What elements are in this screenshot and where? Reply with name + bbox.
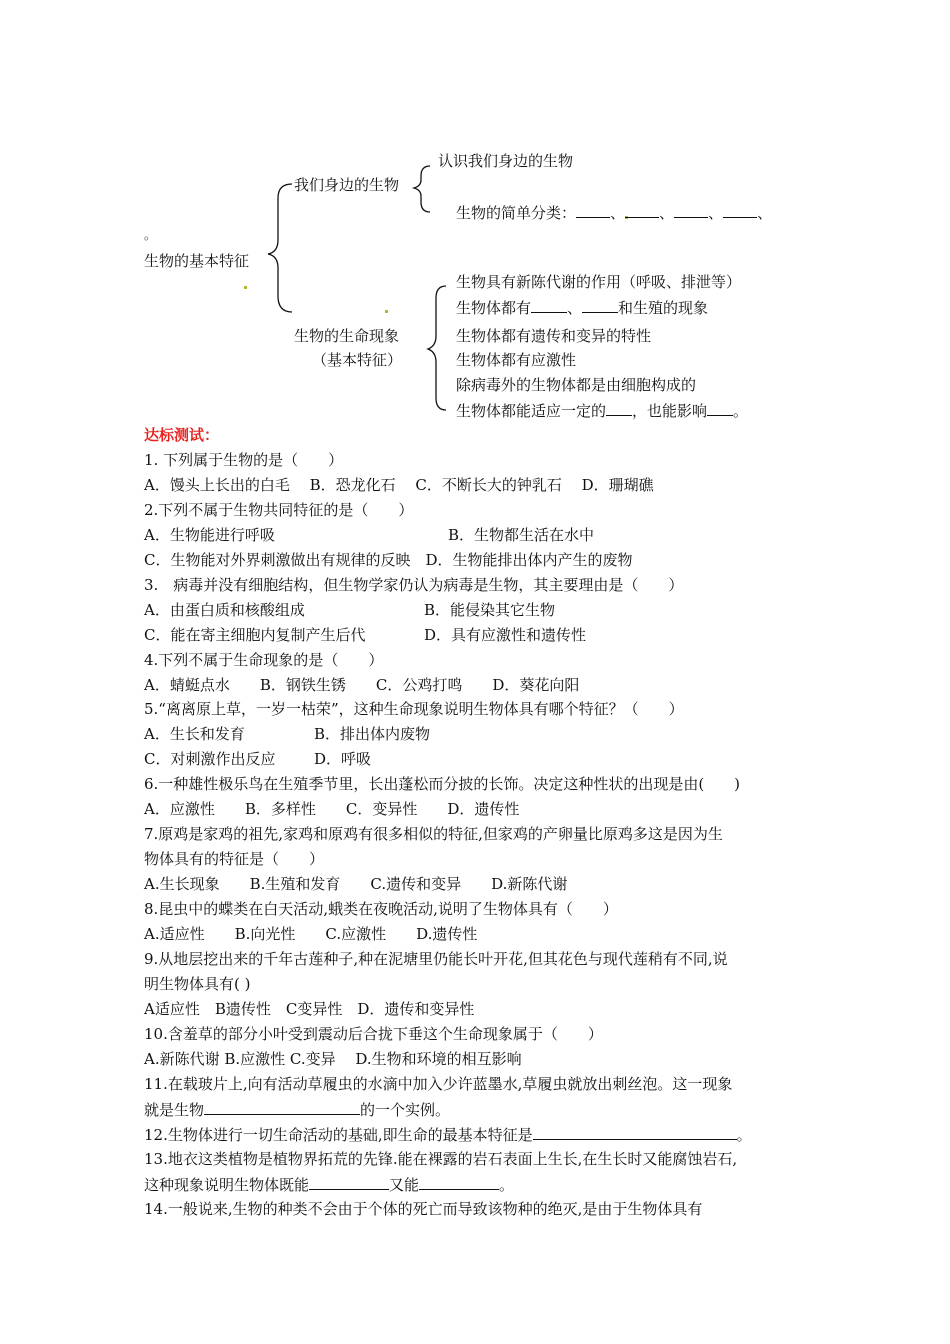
q7-stem-2: 物体具有的特征是（ ） (144, 850, 325, 868)
answer-blank[interactable] (204, 1100, 360, 1115)
q13-fill: 这种现象说明生物体既能 又能 。 (144, 1176, 515, 1194)
blank[interactable] (582, 298, 618, 313)
q7-options: A.生长现象 B.生殖和发育 C.遗传和变异 D.新陈代谢 (144, 875, 568, 893)
q3-option-d: D．具有应激性和遗传性 (424, 626, 587, 644)
q9-stem-1: 9.从地层挖出来的千年古莲种子,种在泥塘里仍能长叶开花,但其花色与现代莲稍有不同,说 (144, 950, 728, 968)
outline-cells: 除病毒外的生物体都是由细胞构成的 (456, 376, 697, 394)
q5-stem: 5.“离离原上草，一岁一枯荣”，这种生命现象说明生物体具有哪个特征？（ ） (144, 700, 684, 718)
q2-options-cd: C．生物能对外界刺激做出有规律的反映 D．生物能排出体内产生的废物 (144, 551, 633, 569)
q6-options: A．应激性 B．多样性 C．变异性 D．遗传性 (144, 800, 520, 818)
q11-stem: 11.在载玻片上,向有活动草履虫的水滴中加入少许蓝墨水,草履虫就放出刺丝泡。这一现象 (144, 1075, 733, 1093)
q9-options: A适应性 B遗传性 C变异性 D．遗传和变异性 (144, 1000, 475, 1018)
q8-stem: 8.昆虫中的蝶类在白天活动,蛾类在夜晚活动,说明了生物体具有（ ） (144, 900, 618, 918)
answer-blank[interactable] (309, 1175, 389, 1190)
blank[interactable] (723, 203, 757, 218)
speck (385, 310, 388, 313)
q2-option-a: A．生物能进行呼吸 (144, 526, 275, 544)
q2-stem: 2.下列不属于生物共同特征的是（ ） (144, 501, 414, 519)
q5-option-c: C．对刺激作出反应 (144, 750, 276, 768)
q14-stem: 14.一般说来,生物的种类不会由于个体的死亡而导致该物种的绝灭,是由于生物体具有 (144, 1200, 703, 1218)
q3-option-b: B．能侵染其它生物 (424, 601, 556, 619)
small-brace (414, 166, 430, 212)
q5-option-d: D．呼吸 (314, 750, 372, 768)
life-brace (428, 286, 446, 410)
q4-stem: 4.下列不属于生命现象的是（ ） (144, 651, 384, 669)
blank[interactable] (674, 203, 708, 218)
q13-stem: 13.地衣这类植物是植物界拓荒的先锋.能在裸露的岩石表面上生长,在生长时又能腐蚀岩石, (144, 1150, 738, 1168)
q1-stem: 1. 下列属于生物的是（ ） (144, 451, 344, 469)
blank[interactable] (576, 203, 610, 218)
speck (244, 286, 247, 289)
outline-growth: 生物体都有 、 和生殖的现象 (456, 299, 709, 317)
q6-stem: 6.一种雄性极乐鸟在生殖季节里，长出蓬松而分披的长饰。决定这种性状的出现是由( ) (144, 775, 741, 793)
answer-blank[interactable] (533, 1125, 737, 1140)
q1-options: A．馒头上长出的白毛 B．恐龙化石 C．不断长大的钟乳石 D．珊瑚礁 (144, 476, 654, 494)
main-brace (268, 184, 292, 312)
q4-options: A．蜻蜓点水 B．钢铁生锈 C．公鸡打鸣 D．葵花向阳 (144, 676, 580, 694)
q9-stem-2: 明生物体具有( ) (144, 975, 251, 993)
outline-metabolism: 生物具有新陈代谢的作用（呼吸、排泄等） (456, 273, 742, 291)
q11-fill: 就是生物 的一个实例。 (144, 1101, 451, 1119)
outline-irritability: 生物体都有应激性 (456, 351, 577, 369)
q7-stem-1: 7.原鸡是家鸡的祖先,家鸡和原鸡有很多相似的特征,但家鸡的产卵量比原鸡多这是因为生 (144, 825, 723, 843)
outline-heredity: 生物体都有遗传和变异的特性 (456, 327, 652, 345)
outline-item-classification: 生物的简单分类： 、 、 、 、 (456, 204, 773, 222)
q2-option-b: B．生物都生活在水中 (448, 526, 595, 544)
q3-option-a: A．由蛋白质和核酸组成 (144, 601, 305, 619)
blank[interactable] (531, 298, 567, 313)
q5-option-b: B．排出体内废物 (314, 725, 431, 743)
q8-options: A.适应性 B.向光性 C.应激性 D.遗传性 (144, 925, 478, 943)
circle-mark: 。 (144, 228, 157, 242)
q5-option-a: A．生长和发育 (144, 725, 245, 743)
q12-fill: 12.生物体进行一切生命活动的基础,即生命的最基本特征是 。 (144, 1126, 752, 1144)
outline-item-around-us: 我们身边的生物 (294, 176, 400, 194)
q3-stem: 3. 病毒并没有细胞结构，但生物学家仍认为病毒是生物，其主要理由是（ ） (144, 576, 684, 594)
blank[interactable] (625, 203, 659, 218)
outline-life-sub: （基本特征） (312, 351, 403, 369)
q3-option-c: C．能在寄主细胞内复制产生后代 (144, 626, 366, 644)
outline-life-title: 生物的生命现象 (294, 327, 400, 345)
blank[interactable] (707, 401, 733, 416)
outline-item-recognize: 认识我们身边的生物 (438, 152, 574, 170)
outline-root: 生物的基本特征 (144, 252, 250, 270)
q10-options: A.新陈代谢 B.应激性 C.变异 D.生物和环境的相互影响 (144, 1050, 522, 1068)
section-title: 达标测试： (144, 426, 220, 444)
blank[interactable] (606, 401, 632, 416)
outline-adapt: 生物体都能适应一定的 ，也能影响 。 (456, 402, 749, 420)
answer-blank[interactable] (419, 1175, 499, 1190)
q10-stem: 10.含羞草的部分小叶受到震动后合拢下垂这个生命现象属于（ ） (144, 1025, 603, 1043)
